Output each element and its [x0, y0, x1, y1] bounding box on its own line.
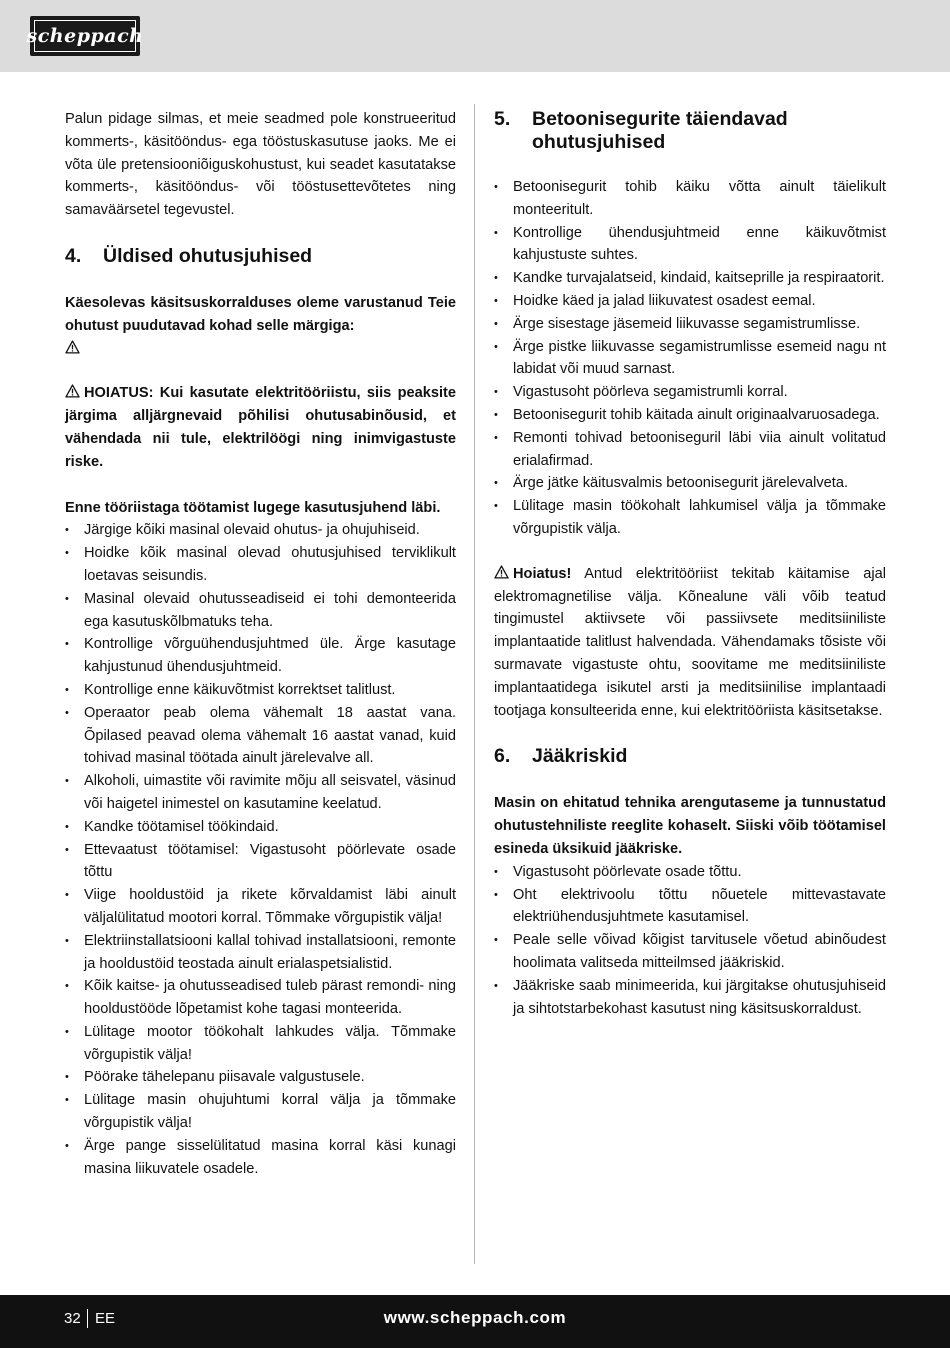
page-number: 32 [64, 1310, 81, 1327]
list-item: • Ärge sisestage jäsemeid liikuvasse segamistrumlisse. [494, 313, 886, 336]
list-item: • Betoonisegurit tohib käitada ainult originaalvaruosadega. [494, 404, 886, 427]
list-item: • Peale selle võivad kõigist tarvitusele võetud abinõudest hoolimata valitseda mitteilmsed jääkriskid. [494, 929, 886, 975]
list-item: • Betoonisegurit tohib käiku võtta ainult täielikult monteeritult. [494, 176, 886, 222]
section-6-heading [494, 745, 886, 768]
list-item: • Hoidke käed ja jalad liikuvatest osadest eemal. [494, 290, 886, 313]
list-item: • Hoidke kõik masinal olevad ohutusjuhised terviklikult loetavas seisundis. [65, 542, 456, 588]
section-4-title: Üldised ohutusjuhised [103, 244, 313, 267]
list-item: • Kontrollige võrguühendusjuhtmed üle. Ärge kasutage kahjustunud ühendusjuhtmeid. [65, 633, 456, 679]
general-safety-list [65, 519, 456, 1180]
list-item: • Kandke turvajalatseid, kindaid, kaitseprille ja respiraatorit. [494, 267, 886, 290]
right-column [494, 108, 886, 1020]
mixer-safety-list [494, 176, 886, 541]
list-item: • Ettevaatust töötamisel: Vigastusoht pöörlevate osade tõttu [65, 839, 456, 885]
logo-text: scheppach [34, 20, 136, 52]
left-column [65, 108, 456, 1180]
language-code: EE [95, 1310, 116, 1327]
section-4-heading [65, 245, 456, 268]
section-5-number: 5. [494, 108, 511, 130]
symbol-line [65, 338, 456, 361]
section-6-title: Jääkriskid [532, 745, 628, 768]
warning-triangle-icon [494, 565, 509, 579]
symbol-note-text: Käesolevas käsitsuskorralduses oleme varustanud Teie ohutust puudutavad kohad selle märgiga: [65, 294, 456, 334]
website-link[interactable]: www.scheppach.com [383, 1308, 567, 1327]
list-item: • Ärge pange sisselülitatud masina korral käsi kunagi masina liikuvatele osadele. [65, 1135, 456, 1181]
scheppach-logo [26, 16, 144, 56]
list-item: • Lülitage masin ohujuhtumi korral välja ja tõmmake võrgupistik välja! [65, 1089, 456, 1135]
list-item: • Viige hooldustöid ja rikete kõrvaldamist läbi ainult väljalülitatud mootori korral. Tõmmake võrgupistik välja! [65, 884, 456, 930]
section-5-title: Betoonisegurite täiendavad ohutusjuhised [532, 108, 788, 153]
em-warning-text: Antud elektritööriist tekitab käitamise ajal elektromagnetilise välja. Kõnealune väli võib teatud tingimustel aktiivsete või passiivsete meditsiiniliste implantaatide talitlust halvendada. Vähendamaks tõsiste või surmavate vigastuste ohtu, soovitame me meditsiiniliste implantaatidega isikutel arsti ja meditsiinilise implantaadi tootjaga konsulteerida enne, kui elektritööriista käsitsetakse. [494, 565, 887, 719]
column-divider [474, 104, 475, 1264]
general-warning-text: HOIATUS: Kui kasutate elektritööriistu, siis peaksite järgima alljärgnevaid põhilisi ohutusabinõusid, et vähendada nii tule, elektrilöögi ning inimvigastuste riske. [65, 385, 456, 470]
list-item: • Kandke töötamisel töökindaid. [65, 816, 456, 839]
list-item: • Masinal olevaid ohutusseadiseid ei tohi demonteerida ega kasutuskõlbmatuks teha. [65, 588, 456, 634]
list-item: • Kontrollige ühendusjuhtmeid enne käikuvõtmist kahjustuste suhtes. [494, 222, 886, 268]
residual-risk-intro: Masin on ehitatud tehnika arengutaseme ja tunnustatud ohutustehniliste reeglite kohaselt. Siiski võib töötamisel esineda üksikuid jääkriske. [494, 795, 886, 857]
list-item: • Ärge pistke liikuvasse segamistrumlisse esemeid nagu nt labidat või muud sarnast. [494, 336, 886, 382]
em-warning-label: Hoiatus! [513, 565, 572, 582]
list-item: • Vigastusoht pöörlevate osade tõttu. [494, 861, 886, 884]
warning-triangle-icon [65, 384, 80, 398]
list-item: • Alkoholi, uimastite või ravimite mõju all seisvatel, väsinud või haigetel inimestel on kasutamine keelatud. [65, 770, 456, 816]
residual-risk-list [494, 861, 886, 1021]
warning-triangle-icon [65, 340, 80, 354]
em-field-warning [494, 563, 886, 723]
footer-bar [0, 1295, 950, 1348]
list-item: • Elektriinstallatsiooni kallal tohivad installatsiooni, remonte ja hooldustöid teostada ainult erialaspetsialistid. [65, 930, 456, 976]
section-5-heading [494, 108, 886, 154]
list-item: • Järgige kõiki masinal olevaid ohutus- ja ohujuhiseid. [65, 519, 456, 542]
list-item: • Vigastusoht pöörleva segamistrumli korral. [494, 381, 886, 404]
list-item: • Lülitage mootor töökohalt lahkudes välja. Tõmmake võrgupistik välja! [65, 1021, 456, 1067]
section-6-number: 6. [494, 745, 511, 768]
intro-paragraph: Palun pidage silmas, et meie seadmed pole konstrueeritud kommerts-, käsitööndus- ega tööstuskasutuse jaoks. Me ei võta üle pretensiooniõiguskohustust, kui seadet kasutatakse kommerts-, käsitööndus- või tööstusettevõtetes ning samaväärsetel tegevustel. [65, 111, 456, 219]
read-manual-note: Enne tööriistaga töötamist lugege kasutusjuhend läbi. [65, 499, 441, 516]
list-item: • Kontrollige enne käikuvõtmist korrektset talitlust. [65, 679, 456, 702]
list-item: • Kõik kaitse- ja ohutusseadised tuleb pärast remondi- ning hooldustööde lõpetamist kohe tagasi monteerida. [65, 975, 456, 1021]
list-item: • Oht elektrivoolu tõttu nõuetele mittevastavate elektriühendusjuhtmete kasutamisel. [494, 884, 886, 930]
list-item: • Jääkriske saab minimeerida, kui järgitakse ohutusjuhiseid ja sihtotstarbekohast kasutust ning käsitsuskorraldust. [494, 975, 886, 1021]
list-item: • Remonti tohivad betooniseguril läbi viia ainult volitatud erialafirmad. [494, 427, 886, 473]
list-item: • Operaator peab olema vähemalt 18 aastat vana. Õpilased peavad olema vähemalt 16 aastat vanad, kuid tohivad masinal töötada ainult järelevalve all. [65, 702, 456, 770]
list-item: • Ärge jätke käitusvalmis betoonisegurit järelevalveta. [494, 472, 886, 495]
list-item: • Pöörake tähelepanu piisavale valgustusele. [65, 1066, 456, 1089]
section-4-number: 4. [65, 244, 82, 267]
symbol-note [65, 292, 456, 338]
header-bar [0, 0, 950, 72]
list-item: • Lülitage masin töökohalt lahkumisel välja ja tõmmake võrgupistik välja. [494, 495, 886, 541]
general-warning [65, 382, 456, 473]
